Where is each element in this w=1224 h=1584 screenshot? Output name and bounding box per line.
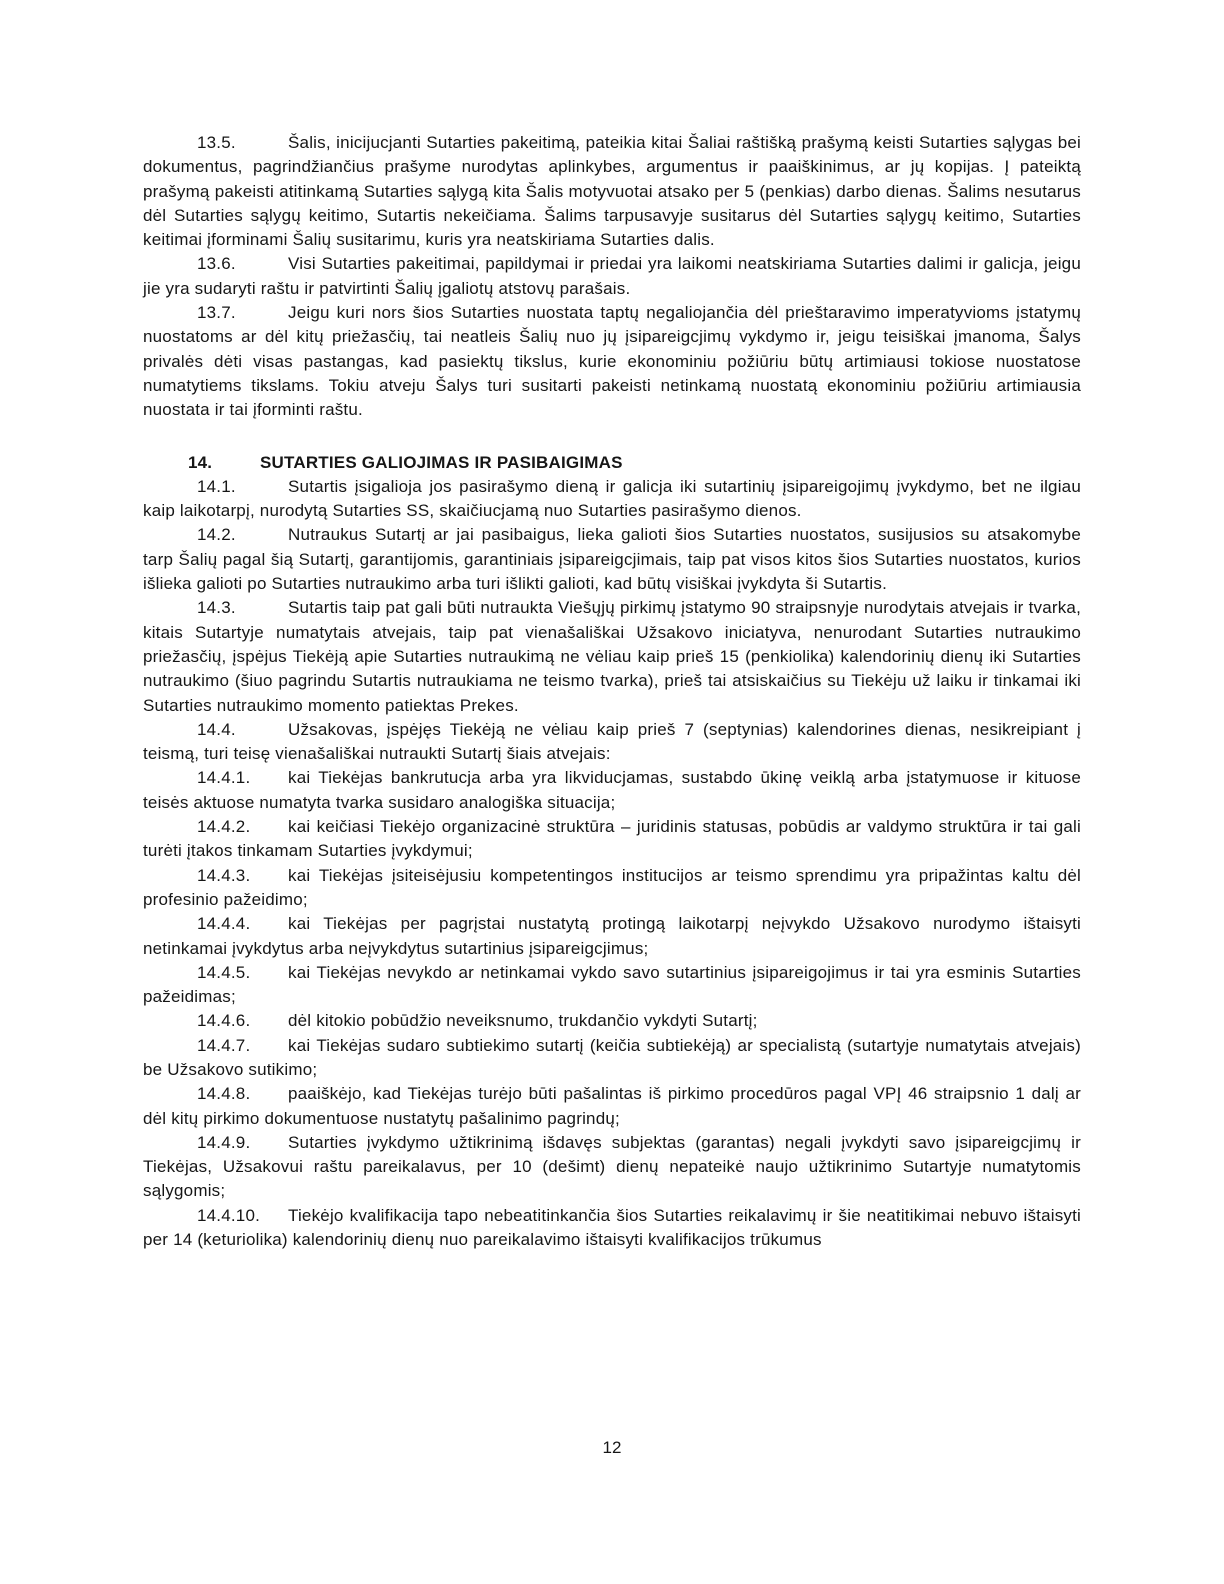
clause-14-4-5 [143,961,1081,1010]
clause-text: Sutarties įvykdymo užtikrinimą išdavęs subjektas (garantas) negali įvykdyti savo įsipareigcjimų ir Tiekėjas, Užsakovui raštu pareikalavus, per 10 (dešimt) dienų nepateikė naujo užtikrinimo Sutartyje numatytomis sąlygomis; [143,1132,1081,1201]
clause-number: 14.2. [197,525,236,545]
clause-text: Šalis, inicijucjanti Sutarties pakeitimą, pateikia kitai Šaliai raštišką prašymą keisti Sutarties sąlygas bei dokumentus, pagrindžiančius prašyme nurodytas aplinkybes, argumentus ir paaiškinimus, ar jų kopijas. Į pateiktą prašymą pakeisti atitinkamą Sutarties sąlygą kita Šalis motyvuotai atsako per 5 (penkias) darbo dienas. Šalims nesutarus dėl Sutarties sąlygų keitimo, Sutartis nekeičiama. Šalims tarpusavyje susitarus dėl Sutarties sąlygų keitimo, Sutarties keitimai įforminami Šalių susitarimu, kuris yra neatskiriama Sutarties dalis. [143,133,1081,250]
clause-14-4-9 [143,1131,1081,1204]
clause-14-4-6 [143,1009,1081,1033]
clause-number: 14.3. [197,598,236,618]
clause-14-4-1 [143,766,1081,815]
clause-text: dėl kitokio pobūdžio neveiksnumo, trukdančio vykdyti Sutartį; [288,1011,758,1031]
clause-number: 14.4.4. [197,914,251,934]
clause-14-1 [143,475,1081,524]
clause-text: kai Tiekėjas per pagrįstai nustatytą protingą laikotarpį neįvykdo Užsakovo nurodymo ištaisyti netinkamai įvykdytus arba neįvykdytus sutartinius įsipareigcjimus; [143,914,1081,958]
clause-number: 14.4.10. [197,1205,261,1225]
document-body [143,131,1081,1252]
clause-14-4-3 [143,864,1081,913]
clause-number: 14.1. [197,476,236,496]
section-title: SUTARTIES GALIOJIMAS IR PASIBAIGIMAS [260,452,623,472]
clause-number: 14.4. [197,719,236,739]
clause-14-4-4 [143,912,1081,961]
section-heading-14 [143,451,1081,475]
clause-number: 14.4.9. [197,1132,251,1152]
clause-13-5 [143,131,1081,252]
clause-text: kai Tiekėjas sudaro subtiekimo sutartį (keičia subtiekėją) ar specialistą (sutartyje numatytais atvejais) be Užsakovo sutikimo; [143,1035,1081,1079]
clause-number: 13.6. [197,254,236,274]
clause-text: Užsakovas, įspėjęs Tiekėją ne vėliau kaip prieš 7 (septynias) kalendorines dienas, nesikreipiant į teismą, turi teisę vienašališkai nutraukti Sutartį šiais atvejais: [143,719,1081,764]
section-number: 14. [188,452,213,472]
clause-number: 13.7. [197,303,236,323]
clause-14-4-8 [143,1082,1081,1131]
clause-text: Jeigu kuri nors šios Sutarties nuostata taptų negaliojančia dėl prieštaravimo imperatyvioms įstatymų nuostatoms ar dėl kitų priežasčių, tai neatleis Šalių nuo jų įsipareigcjimų vykdymo ir, jeigu teisiškai įmanoma, Šalys privalės dėti visas pastangas, kad pasiektų tikslus, kurie ekonominiu požiūriu būtų artimiausi tokiose nuostatose numatytiems tikslams. Tokiu atveju Šalys turi susitarti pakeisti netinkamą nuostatą ekonominiu požiūriu artimiausia nuostata ir tai įforminti raštu. [143,303,1081,420]
clause-14-4-2 [143,815,1081,864]
page-number: 12 [602,1438,622,1457]
clause-14-2 [143,523,1081,596]
clause-text: Tiekėjo kvalifikacija tapo nebeatitinkančia šios Sutarties reikalavimų ir šie neatitikimai nebuvo ištaisyti per 14 (keturiolika) kalendorinių dienų nuo pareikalavimo ištaisyti kvalifikacijos trūkumus [143,1205,1081,1250]
clause-number: 14.4.1. [197,768,251,788]
clause-text: paaiškėjo, kad Tiekėjas turėjo būti pašalintas iš pirkimo procedūros pagal VPĮ 46 straipsnio 1 dalį ar dėl kitų pirkimo dokumentuose nustatytų pašalinimo pagrindų; [143,1084,1081,1128]
clause-14-3 [143,596,1081,717]
clause-text: Nutraukus Sutartį ar jai pasibaigus, lieka galioti šios Sutarties nuostatos, susijusios su atsakomybe tarp Šalių pagal šią Sutartį, garantijomis, garantiniais įsipareigcjimais, taip pat visos kitos šios Sutarties nuostatos, kurios išlieka galioti po Sutarties nutraukimo arba turi išlikti galioti, kad būtų visiškai įvykdyta ši Sutartis. [143,525,1081,594]
clause-number: 13.5. [197,133,236,152]
clause-text: kai keičiasi Tiekėjo organizacinė struktūra – juridinis statusas, pobūdis ar valdymo struktūra ir tai gali turėti įtakos tinkamam Sutarties įvykdymui; [143,817,1081,861]
clause-14-4-7 [143,1034,1081,1083]
clause-text: Sutartis įsigalioja jos pasirašymo dieną ir galicja iki sutartinių įsipareigojimų įvykdymo, bet ne ilgiau kaip laikotarpį, nurodytą Sutarties SS, skaičiucjamą nuo Sutarties pasirašymo dienos. [143,476,1081,521]
clause-text: kai Tiekėjas įsiteisėjusiu kompetentingos institucijos ar teismo sprendimu yra pripažintas kaltu dėl profesinio pažeidimo; [143,865,1081,909]
clause-14-4-10 [143,1204,1081,1253]
clause-text: Visi Sutarties pakeitimai, papildymai ir priedai yra laikomi neatskiriama Sutarties dalimi ir galicja, jeigu jie yra sudaryti raštu ir patvirtinti Šalių įgaliotų atstovų parašais. [143,254,1081,298]
clause-text: kai Tiekėjas bankrutucja arba yra likviducjamas, sustabdo ūkinę veiklą arba įstatymuose ir kituose teisės aktuose numatyta tvarka susidaro analogiška situacija; [143,768,1081,812]
clause-13-6 [143,252,1081,301]
clause-text: Sutartis taip pat gali būti nutraukta Viešųjų pirkimų įstatymo 90 straipsnyje nurodytais atvejais ir tvarka, kitais Sutartyje numatytais atvejais, taip pat vienašališkai Užsakovo iniciatyva, nenurodant Sutarties nutraukimo priežasčių, įspėjus Tiekėją apie Sutarties nutraukimą ne vėliau kaip prieš 15 (penkiolika) kalendorinių dienų iki Sutarties nutraukimo (šiuo pagrindu Sutartis nutraukiama ne teismo tvarka), prieš tai atsiskaičius su Tiekėju už laiku ir tinkamai iki Sutarties nutraukimo momento patiektas Prekes. [143,598,1081,715]
clause-number: 14.4.8. [197,1084,251,1104]
clause-number: 14.4.3. [197,865,251,885]
clause-number: 14.4.7. [197,1035,251,1055]
clause-13-7 [143,301,1081,422]
clause-text: kai Tiekėjas nevykdo ar netinkamai vykdo savo sutartinius įsipareigojimus ir tai yra esminis Sutarties pažeidimas; [143,962,1081,1007]
clause-number: 14.4.2. [197,817,251,837]
clause-14-4 [143,718,1081,767]
clause-number: 14.4.5. [197,962,251,982]
clause-number: 14.4.6. [197,1011,251,1031]
